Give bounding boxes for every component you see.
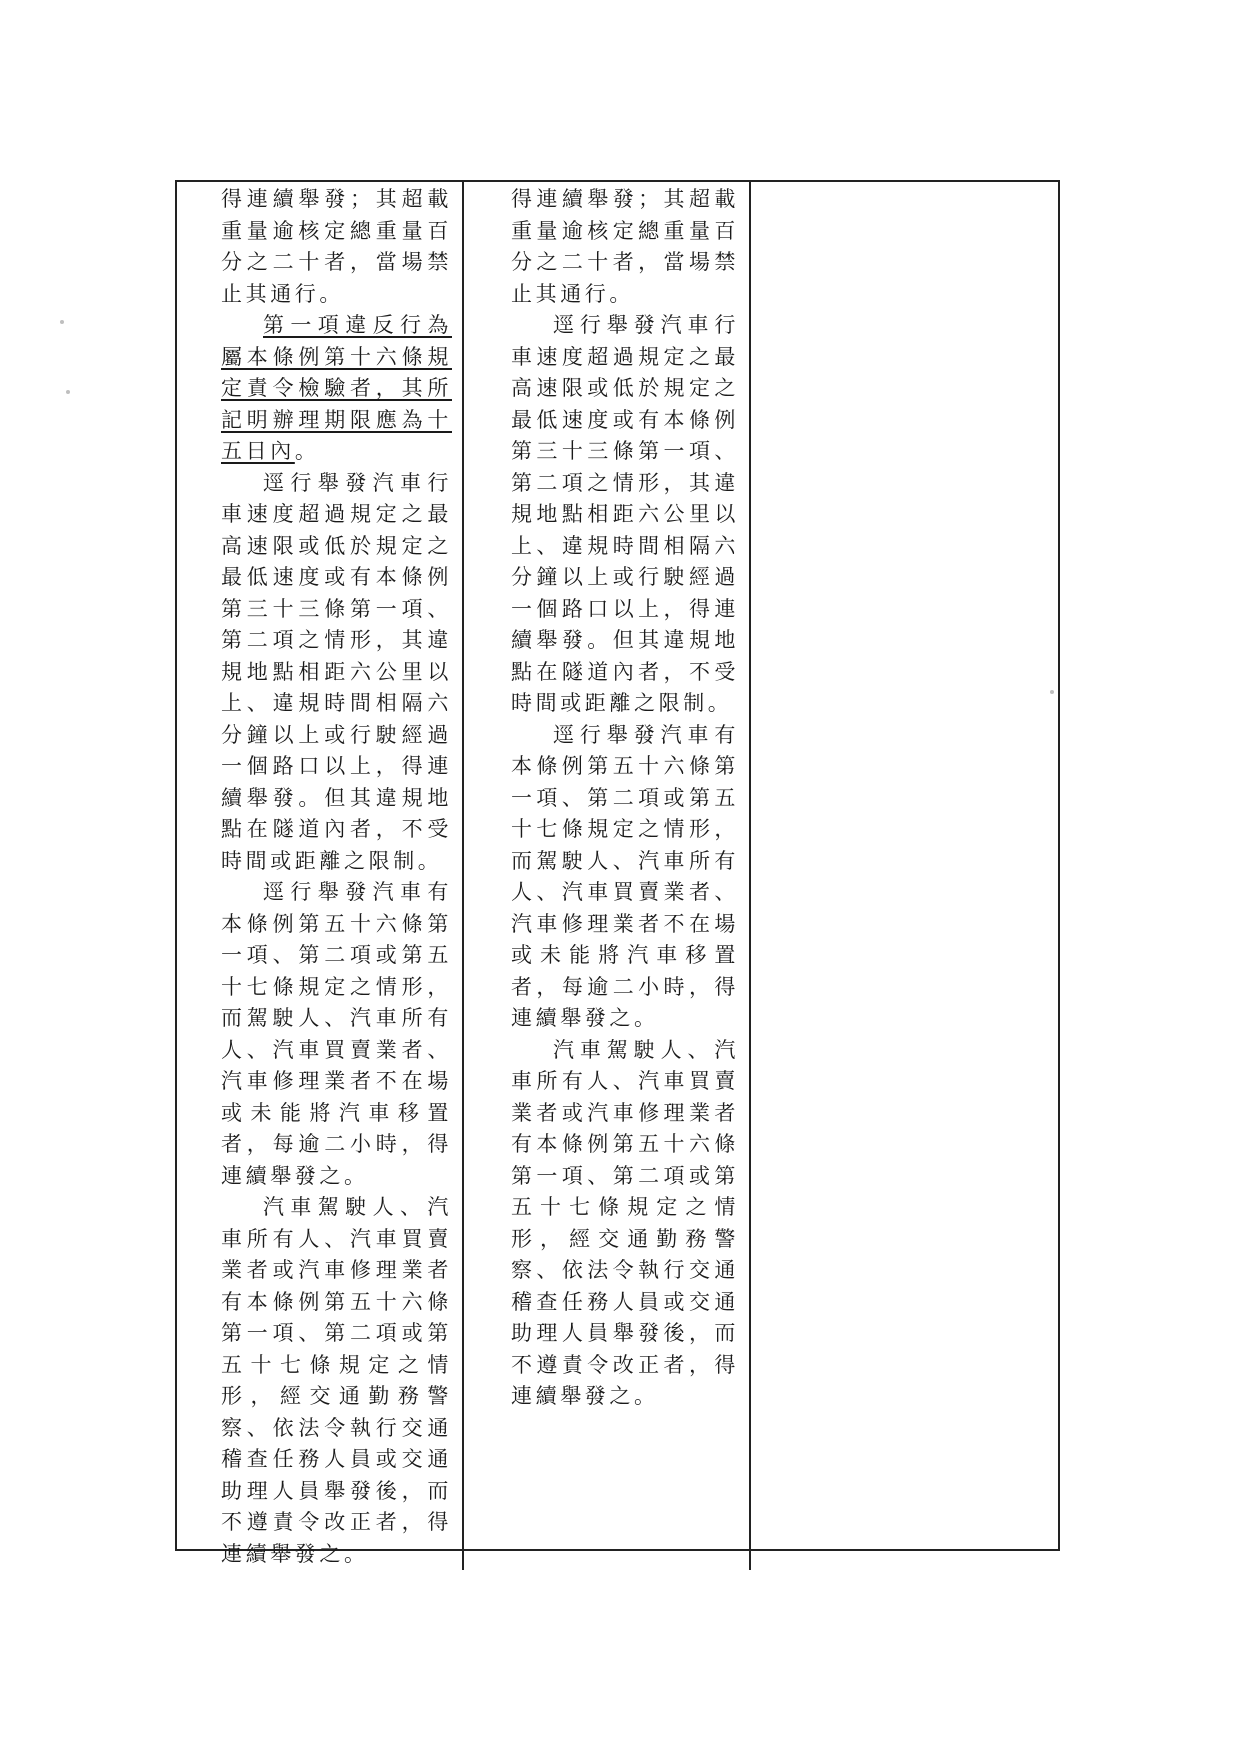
column-amended-text: [177, 182, 464, 1570]
paragraph: [221, 468, 452, 878]
paragraph-text: 汽車駕駛人、汽車所有人、汽車買賣業者或汽車修理業者有本條例第五十六條第一項、第二項或第五十七條規定之情形，經交通勤務警察、依法令執行交通稽查任務人員或交通助理人員舉發後，而不遵責令改正者，得連續舉發之。: [511, 1037, 739, 1408]
paragraph-text: 逕行舉發汽車有本條例第五十六條第一項、第二項或第五十七條規定之情形，而駕駛人、汽車所有人、汽車買賣業者、汽車修理業者不在場或未能將汽車移置者，每逾二小時，得連續舉發之。: [511, 722, 739, 1030]
paragraph-text: 得連續舉發；其超載重量逾核定總重量百分之二十者，當場禁止其通行。: [221, 187, 452, 306]
paragraph: [511, 310, 739, 720]
column-current-text: [464, 182, 751, 1570]
comparison-table: [175, 180, 1060, 1566]
scan-speck: [66, 390, 70, 394]
paragraph-text: 得連續舉發；其超載重量逾核定總重量百分之二十者，當場禁止其通行。: [511, 187, 739, 306]
paragraph-text: 。: [294, 439, 320, 463]
paragraph-text: 逕行舉發汽車行車速度超過規定之最高速限或低於規定之最低速度或有本條例第三十三條第一項、第二項之情形，其違規地點相距六公里以上、違規時間相隔六分鐘以上或行駛經過一個路口以上，得連續舉發。但其違規地點在隧道內者，不受時間或距離之限制。: [221, 470, 452, 873]
paragraph-text: 汽車駕駛人、汽車所有人、汽車買賣業者或汽車修理業者有本條例第五十六條第一項、第二項或第五十七條規定之情形，經交通勤務警察、依法令執行交通稽查任務人員或交通助理人員舉發後，而不遵責令改正者，得連續舉發之。: [221, 1195, 452, 1566]
paragraph: [511, 184, 739, 310]
underlined-amendment-text: 第一項違反行為屬本條例第十六條規定責令檢驗者，其所記明辦理期限應為十五日內: [221, 313, 452, 463]
paragraph: [221, 877, 452, 1192]
paragraph-text: 逕行舉發汽車行車速度超過規定之最高速限或低於規定之最低速度或有本條例第三十三條第一項、第二項之情形，其違規地點相距六公里以上、違規時間相隔六分鐘以上或行駛經過一個路口以上，得連續舉發。但其違規地點在隧道內者，不受時間或距離之限制。: [511, 313, 739, 715]
paragraph: [221, 310, 452, 468]
paragraph-text: 逕行舉發汽車有本條例第五十六條第一項、第二項或第五十七條規定之情形，而駕駛人、汽車所有人、汽車買賣業者、汽車修理業者不在場或未能將汽車移置者，每逾二小時，得連續舉發之。: [221, 880, 452, 1188]
paragraph: [511, 1035, 739, 1413]
paragraph: [511, 720, 739, 1035]
column-explanation: [751, 182, 1062, 1570]
paragraph: [221, 184, 452, 310]
paragraph: [221, 1192, 452, 1570]
scan-speck: [60, 320, 64, 324]
